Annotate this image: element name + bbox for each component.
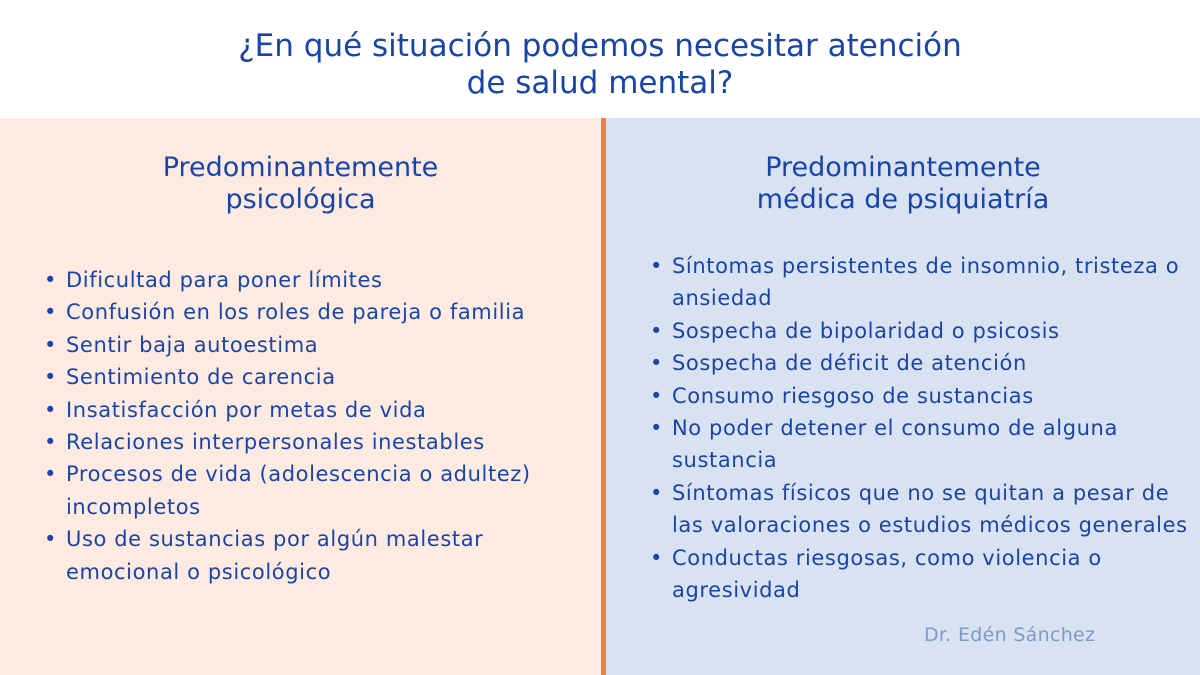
psychological-panel [0, 118, 601, 675]
page-title-line-2: de salud mental? [466, 65, 734, 101]
psychiatric-list [650, 250, 1190, 606]
page-title-line-1: ¿En qué situación podemos necesitar atención [238, 28, 962, 64]
list-item: • Conductas riesgosas, como violencia o agresividad [650, 542, 1190, 607]
psychological-list [44, 264, 589, 588]
psychiatric-heading-line-2: médica de psiquiatría [756, 184, 1050, 215]
list-item: • Confusión en los roles de pareja o familia [44, 296, 589, 328]
list-item: • Sospecha de bipolaridad o psicosis [650, 315, 1190, 347]
page-title [0, 28, 1200, 102]
list-item: • Consumo riesgoso de sustancias [650, 380, 1190, 412]
list-item: • Sentimiento de carencia [44, 361, 589, 393]
list-item: • Insatisfacción por metas de vida [44, 394, 589, 426]
psychiatric-heading [606, 152, 1200, 216]
list-item: • No poder detener el consumo de alguna sustancia [650, 412, 1190, 477]
list-item: • Sentir baja autoestima [44, 329, 589, 361]
list-item: • Síntomas físicos que no se quitan a pesar de las valoraciones o estudios médicos generales [650, 477, 1190, 542]
psychiatric-panel [606, 118, 1200, 675]
list-item: • Procesos de vida (adolescencia o adultez) incompletos [44, 458, 589, 523]
psychological-heading-line-1: Predominantemente [162, 152, 439, 183]
psychological-heading [0, 152, 601, 216]
list-item: • Uso de sustancias por algún malestar emocional o psicológico [44, 523, 589, 588]
list-item: • Sospecha de déficit de atención [650, 347, 1190, 379]
author-signature: Dr. Edén Sánchez [924, 624, 1096, 646]
psychological-heading-line-2: psicológica [225, 184, 376, 215]
list-item: • Síntomas persistentes de insomnio, tristeza o ansiedad [650, 250, 1190, 315]
list-item: • Relaciones interpersonales inestables [44, 426, 589, 458]
list-item: • Dificultad para poner límites [44, 264, 589, 296]
psychiatric-heading-line-1: Predominantemente [765, 152, 1041, 183]
